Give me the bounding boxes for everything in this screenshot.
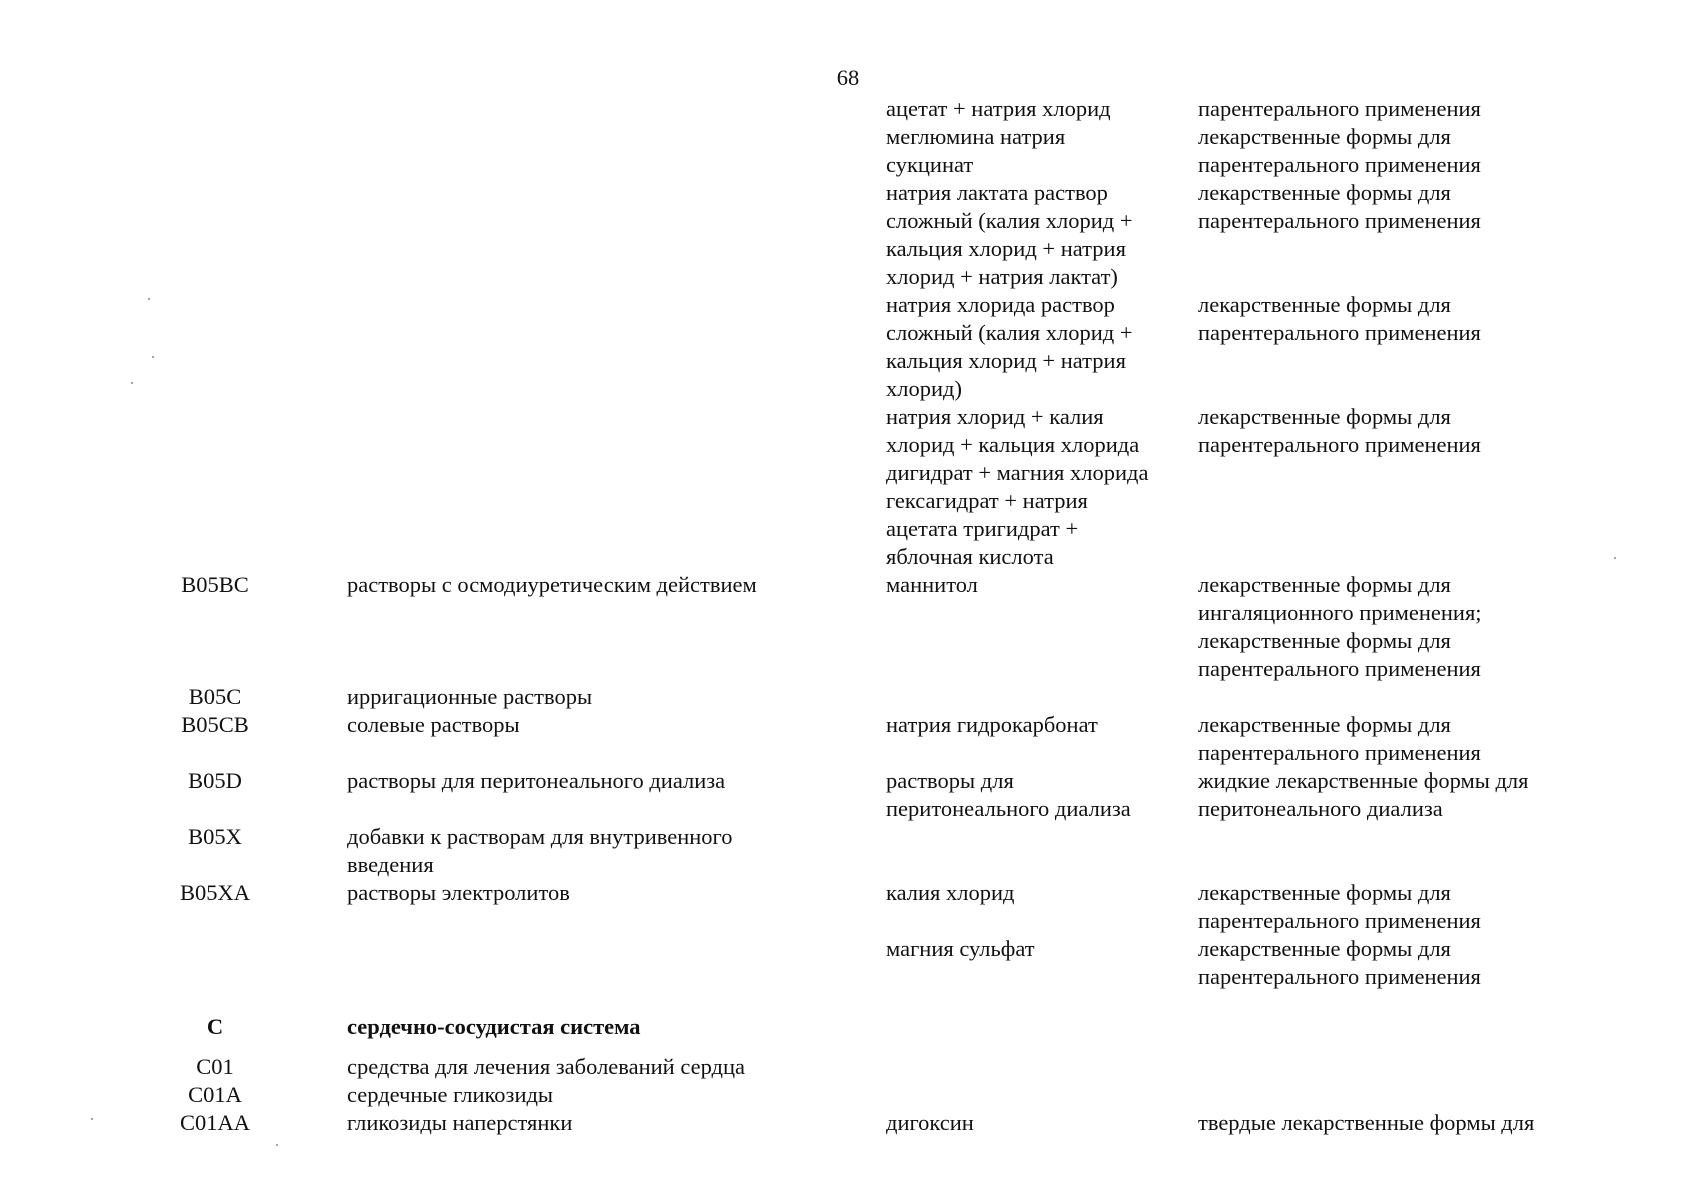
form-cell-line: парентерального применения (1198, 432, 1481, 457)
inn-cell-line: маннитол (886, 572, 978, 597)
name-cell (347, 571, 867, 599)
form-cell-line: лекарственные формы для (1198, 292, 1451, 317)
name-cell-line: гликозиды наперстянки (347, 1110, 573, 1135)
scan-speck (152, 356, 154, 358)
name-cell-line: средства для лечения заболеваний сердца (347, 1054, 746, 1079)
inn-cell-line: перитонеального диализа (886, 796, 1131, 821)
form-cell-line: твердые лекарственные формы для (1198, 1110, 1535, 1135)
form-cell-line: парентерального применения (1198, 96, 1481, 121)
form-cell-line: лекарственные формы для (1198, 712, 1451, 737)
name-cell-line: солевые растворы (347, 712, 520, 737)
form-cell-line: лекарственные формы для (1198, 628, 1451, 653)
inn-cell-line: сложный (калия хлорид + (886, 208, 1133, 233)
form-cell-line: лекарственные формы для (1198, 124, 1451, 149)
inn-cell-line: калия хлорид (886, 880, 1015, 905)
inn-cell (886, 1109, 1181, 1137)
form-cell (1198, 95, 1618, 123)
inn-cell-line: хлорид) (886, 376, 962, 401)
code-cell-line: B05X (188, 824, 242, 849)
inn-cell-line: меглюмина натрия (886, 124, 1066, 149)
code-cell-line: C01 (196, 1054, 234, 1079)
inn-cell (886, 935, 1181, 963)
form-cell-line: лекарственные формы для (1198, 880, 1451, 905)
form-cell-line: перитонеального диализа (1198, 796, 1443, 821)
inn-cell-line: яблочная кислота (886, 544, 1054, 569)
inn-cell-line: хлорид + кальция хлорида (886, 432, 1140, 457)
name-cell-line: введения (347, 852, 434, 877)
code-cell (150, 1081, 280, 1109)
inn-cell-line: сукцинат (886, 152, 974, 177)
inn-cell (886, 291, 1181, 403)
code-cell (150, 767, 280, 795)
inn-cell-line: гексагидрат + натрия (886, 488, 1088, 513)
scan-speck (91, 1118, 93, 1120)
form-cell-line: парентерального применения (1198, 152, 1481, 177)
code-cell (150, 823, 280, 851)
form-cell (1198, 403, 1618, 459)
scan-speck (1614, 557, 1616, 559)
scan-speck (276, 1144, 278, 1146)
form-cell (1198, 1109, 1618, 1137)
form-cell-line: парентерального применения (1198, 908, 1481, 933)
code-cell-line: B05XA (179, 880, 250, 905)
inn-cell (886, 879, 1181, 907)
code-cell-line: B05BC (181, 572, 249, 597)
code-cell (150, 879, 280, 907)
inn-cell-line: ацетата тригидрат + (886, 516, 1079, 541)
form-cell-line: парентерального применения (1198, 964, 1481, 989)
inn-cell-line: ацетат + натрия хлорид (886, 96, 1111, 121)
inn-cell-line: хлорид + натрия лактат) (886, 264, 1118, 289)
scan-speck (148, 298, 150, 300)
code-cell (150, 1109, 280, 1137)
name-cell (347, 767, 867, 795)
code-cell-line: C01AA (179, 1110, 250, 1135)
form-cell-line: парентерального применения (1198, 320, 1481, 345)
inn-cell (886, 95, 1181, 123)
form-cell-line: ингаляционного применения; (1198, 600, 1482, 625)
name-cell (347, 711, 867, 739)
code-cell-line: B05CB (181, 712, 249, 737)
form-cell-line: парентерального применения (1198, 208, 1481, 233)
name-cell-line: сердечные гликозиды (347, 1082, 554, 1107)
inn-cell-line: дигоксин (886, 1110, 974, 1135)
code-cell-line: B05C (188, 684, 242, 709)
page-number: 68 (836, 65, 860, 90)
name-cell-line: растворы электролитов (347, 880, 570, 905)
inn-cell (886, 767, 1181, 823)
code-cell (150, 683, 280, 711)
code-cell (150, 1013, 280, 1041)
form-cell-line: лекарственные формы для (1198, 572, 1451, 597)
name-cell (347, 879, 867, 907)
name-cell (347, 1053, 867, 1081)
name-cell-line: ирригационные растворы (347, 684, 593, 709)
form-cell-line: лекарственные формы для (1198, 936, 1451, 961)
inn-cell-line: магния сульфат (886, 936, 1035, 961)
scan-speck (131, 382, 133, 384)
code-cell (150, 1053, 280, 1081)
form-cell-line: жидкие лекарственные формы для (1198, 768, 1529, 793)
form-cell (1198, 123, 1618, 179)
inn-cell (886, 179, 1181, 291)
form-cell-line: парентерального применения (1198, 656, 1481, 681)
code-cell-line: C01A (188, 1082, 242, 1107)
inn-cell-line: кальция хлорид + натрия (886, 348, 1126, 373)
name-cell-line: растворы с осмодиуретическим действием (347, 572, 757, 597)
name-cell-line: добавки к растворам для внутривенного (347, 824, 733, 849)
code-cell (150, 711, 280, 739)
code-cell-line: B05D (188, 768, 242, 793)
inn-cell (886, 403, 1181, 571)
name-cell (347, 683, 867, 711)
form-cell-line: лекарственные формы для (1198, 180, 1451, 205)
form-cell (1198, 291, 1618, 347)
form-cell (1198, 711, 1618, 767)
inn-cell (886, 711, 1181, 739)
name-cell (347, 1109, 867, 1137)
inn-cell-line: натрия гидрокарбонат (886, 712, 1098, 737)
inn-cell-line: дигидрат + магния хлорида (886, 460, 1149, 485)
name-cell (347, 823, 867, 879)
inn-cell-line: сложный (калия хлорид + (886, 320, 1133, 345)
name-cell (347, 1013, 867, 1041)
code-cell-line: C (206, 1014, 224, 1039)
form-cell-line: лекарственные формы для (1198, 404, 1451, 429)
form-cell (1198, 935, 1618, 991)
form-cell (1198, 179, 1618, 235)
inn-cell-line: растворы для (886, 768, 1014, 793)
form-cell (1198, 879, 1618, 935)
inn-cell (886, 123, 1181, 179)
form-cell (1198, 571, 1618, 683)
inn-cell-line: натрия хлорида раствор (886, 292, 1115, 317)
inn-cell-line: натрия хлорид + калия (886, 404, 1104, 429)
form-cell (1198, 767, 1618, 823)
name-cell-line: растворы для перитонеального диализа (347, 768, 726, 793)
name-cell (347, 1081, 867, 1109)
inn-cell-line: кальция хлорид + натрия (886, 236, 1126, 261)
name-cell-line: сердечно-сосудистая система (347, 1014, 641, 1039)
inn-cell (886, 571, 1181, 599)
inn-cell-line: натрия лактата раствор (886, 180, 1108, 205)
form-cell-line: парентерального применения (1198, 740, 1481, 765)
code-cell (150, 571, 280, 599)
